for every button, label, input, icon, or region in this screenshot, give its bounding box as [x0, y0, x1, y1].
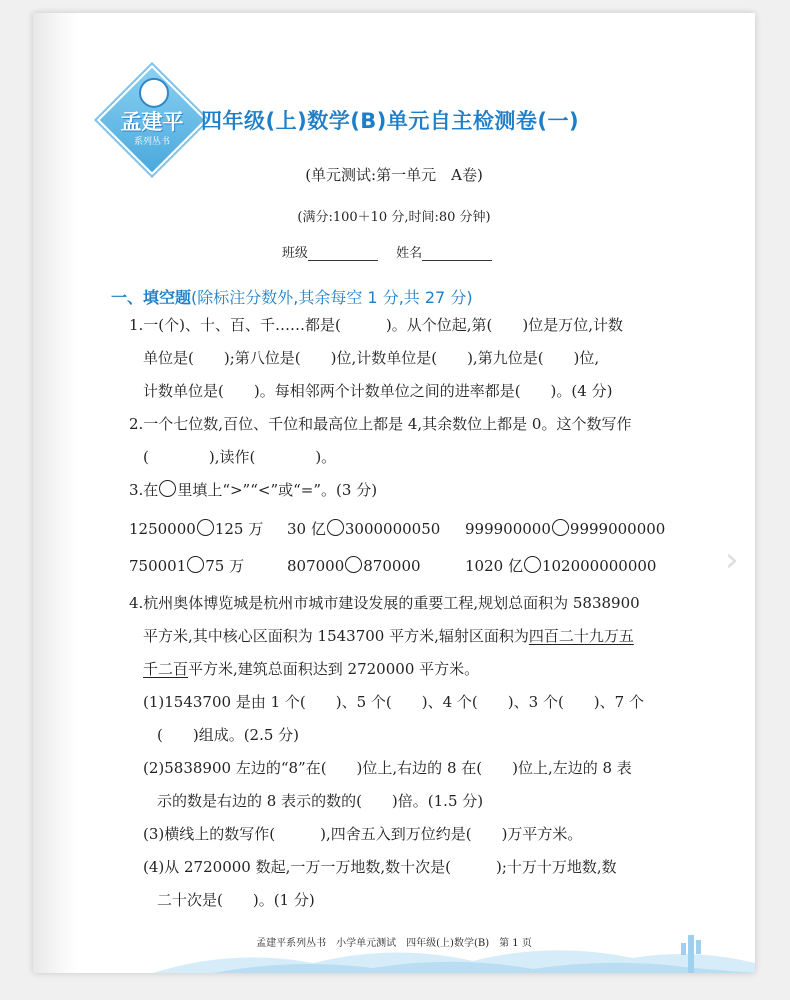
- answer-circle[interactable]: [524, 556, 541, 573]
- q4-sub1-line2: ( )组成。(2.5 分): [157, 726, 300, 744]
- compare-item: 30 亿 3000000050: [287, 520, 441, 538]
- q4-line2: 平方米,其中核心区面积为 1543700 平方米,辐射区面积为四百二十九万五: [143, 627, 634, 645]
- q4-line1: 4.杭州奥体博览城是杭州市城市建设发展的重要工程,规划总面积为 5838900: [129, 594, 640, 612]
- compare-item: 1250000 125 万: [129, 520, 264, 538]
- circle-icon: [159, 480, 176, 497]
- underlined-number: 四百二十九万五: [528, 627, 634, 645]
- q4-sub4-line2: 二十次是( )。(1 分): [157, 891, 315, 909]
- compare-item: 750001 75 万: [129, 557, 245, 575]
- q4-sub2-line2: 示的数是右边的 8 表示的数的( )倍。(1.5 分): [157, 792, 484, 810]
- q1-line2: 单位是( );第八位是( )位,计数单位是( ),第九位是( )位,: [143, 349, 600, 367]
- exam-subtitle: (单元测试:第一单元 A卷): [305, 166, 483, 184]
- q1-line3: 计数单位是( )。每相邻两个计数单位之间的进率都是( )。(4 分): [143, 382, 613, 400]
- student-info: [33, 242, 755, 261]
- section-title: 一、填空题: [111, 288, 192, 307]
- answer-circle[interactable]: [345, 556, 362, 573]
- section-heading: [111, 285, 473, 308]
- book-spine: [33, 13, 78, 973]
- answer-circle[interactable]: [552, 519, 569, 536]
- class-blank[interactable]: [308, 247, 378, 261]
- q2-line1: 2.一个七位数,百位、千位和最高位上都是 4,其余数位上都是 0。这个数写作: [129, 415, 632, 433]
- q3-row2: [129, 550, 689, 583]
- answer-circle[interactable]: [327, 519, 344, 536]
- underlined-number-cont: 千二百: [143, 660, 189, 678]
- q3-row1: [129, 513, 689, 546]
- badge-icon: [139, 78, 169, 108]
- q2-line2: ( ),读作( )。: [143, 448, 337, 466]
- questions: [129, 309, 689, 917]
- class-label: 班级: [281, 246, 308, 261]
- q4-sub4-line1: (4)从 2720000 数起,一万一万地数,数十次是( );十万十万地数,数: [143, 858, 617, 876]
- exam-meta: (满分:100＋10 分,时间:80 分钟): [297, 210, 491, 225]
- name-label: 姓名: [396, 246, 423, 261]
- publisher-logo: 孟建平 系列丛书: [97, 65, 207, 175]
- chevron-right-icon[interactable]: ›: [725, 540, 739, 580]
- compare-item: 1020 亿 102000000000: [465, 557, 657, 575]
- q4-sub3: (3)横线上的数写作( ),四舍五入到万位约是( )万平方米。: [143, 825, 583, 843]
- exam-title: 四年级(上)数学(B)单元自主检测卷(一): [201, 109, 580, 133]
- compare-item: 807000 870000: [287, 557, 421, 575]
- exam-page: [33, 13, 755, 973]
- q4-line3: 千二百平方米,建筑总面积达到 2720000 平方米。: [143, 660, 480, 678]
- answer-circle[interactable]: [197, 519, 214, 536]
- name-blank[interactable]: [422, 247, 492, 261]
- q1-line1: 1.一(个)、十、百、千……都是( )。从个位起,第( )位是万位,计数: [129, 316, 623, 334]
- q4-sub1-line1: (1)1543700 是由 1 个( )、5 个( )、4 个( )、3 个( )、7 个: [143, 693, 644, 711]
- section-note: (除标注分数外,其余每空 1 分,共 27 分): [191, 288, 473, 307]
- page-footer: 孟建平系列丛书 小学单元测试 四年级(上)数学(B) 第 1 页: [256, 938, 532, 949]
- q4-sub2-line1: (2)5838900 左边的“8”在( )位上,右边的 8 在( )位上,左边的 8 表: [143, 759, 632, 777]
- answer-circle[interactable]: [187, 556, 204, 573]
- compare-item: 999900000 9999000000: [465, 520, 666, 538]
- q3-stem: 3.在 里填上“>”“<”或“=”。(3 分): [129, 481, 378, 499]
